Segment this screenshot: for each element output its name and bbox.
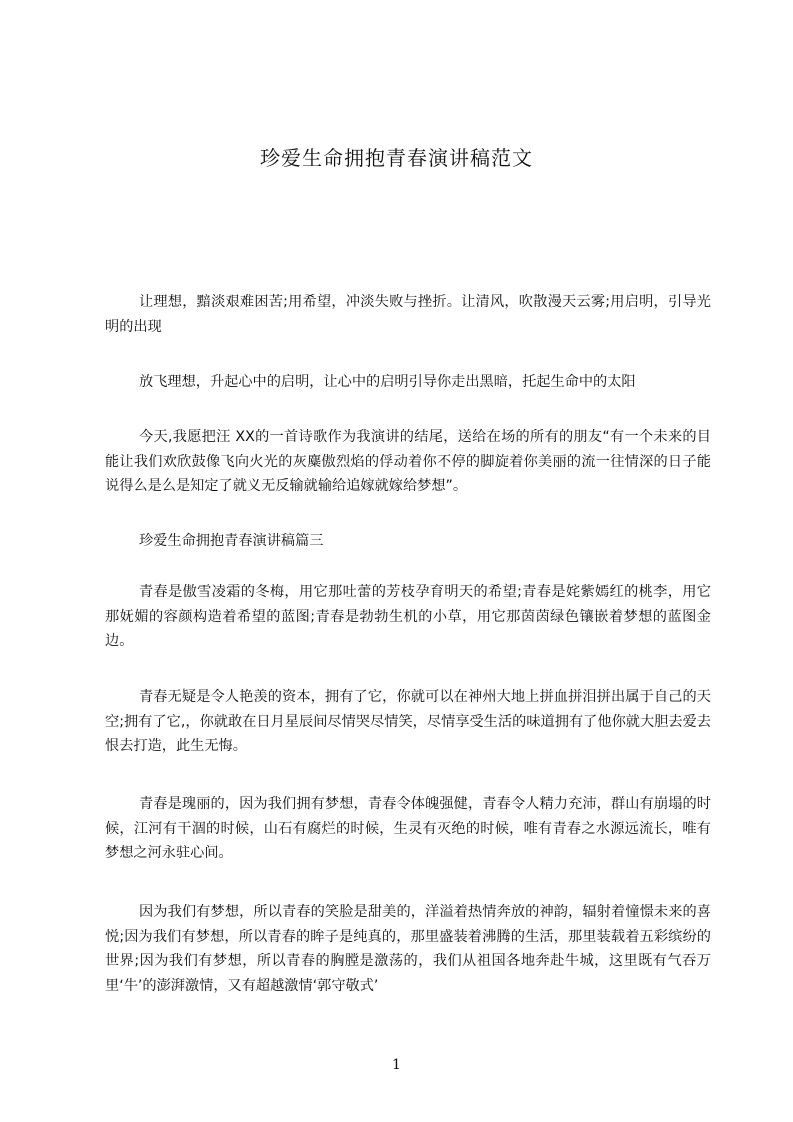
page-number: 1 <box>392 1057 401 1073</box>
paragraph-3: 今天,我愿把汪 XX的一首诗歌作为我演讲的结尾，送给在场的所有的朋友“有一个未来的目能让我们欢欣鼓像飞向火光的灰麋傲烈焰的俘动着你不停的脚旋着你美丽的流一往情深的日子能说得么是么是知定了就义无反输就输给追嫁就嫁给梦想”。 <box>105 429 711 494</box>
paragraph-1: 让理想，黯淡艰难困苦;用希望，冲淡失败与挫折。让清风，吹散漫天云雾;用启明，引导光明的出现 <box>105 294 711 335</box>
paragraph-7: 因为我们有梦想，所以青春的笑脸是甜美的，洋溢着热情奔放的神韵，辐射着憧憬未来的喜悦;因为我们有梦想，所以青春的眸子是纯真的，那里盛装着沸腾的生活，那里装载着五彩缤纷的世界;因为我们有梦想，所以青春的胸膛是激荡的，我们从祖国各地奔赴牛城，这里既有气吞万里‘牛’的澎湃激情，又有超越激情‘郭守敬式’ <box>105 904 711 994</box>
paragraph-4: 青春是傲雪凌霜的冬梅，用它那吐蕾的芳枝孕育明天的希望;青春是姹紫嫣红的桃李，用它那妩媚的容颜构造着希望的蓝图;青春是勃勃生机的小草，用它那茵茵绿色镶嵌着梦想的蓝图金边。 <box>105 584 711 649</box>
section-heading: 珍爱生命拥抱青春演讲稿篇三 <box>139 533 324 549</box>
paragraph-6: 青春是瑰丽的，因为我们拥有梦想，青春令体魄强健，青春令人精力充沛，群山有崩塌的时候，江河有干涸的时候，山石有腐烂的时候，生灵有灭绝的时候，唯有青春之水源远流长，唯有梦想之河永驻心间。 <box>105 796 711 861</box>
paragraph-5: 青春无疑是令人艳羡的资本，拥有了它，你就可以在神州大地上拼血拼泪拼出属于自己的天空;拥有了它,，你就敢在日月星辰间尽情哭尽情笑，尽情享受生活的味道拥有了他你就大胆去爱去恨去打造，此生无悔。 <box>105 689 711 754</box>
document-title: 珍爱生命拥抱青春演讲稿范文 <box>260 146 533 170</box>
paragraph-2: 放飞理想，升起心中的启明，让心中的启明引导你走出黑暗，托起生命中的太阳 <box>139 374 636 390</box>
